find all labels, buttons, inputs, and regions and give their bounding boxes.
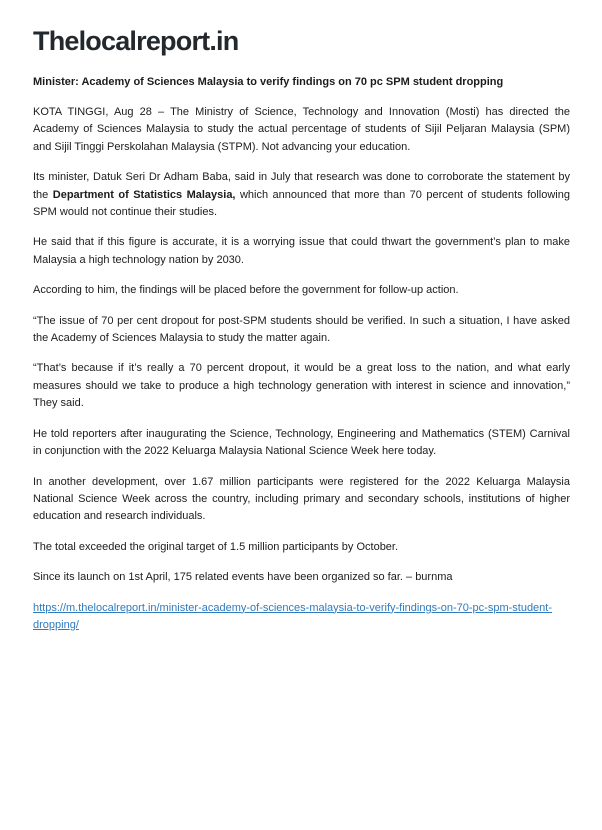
paragraph-text: Its minister, Datuk Seri Dr Adham Baba, said in July that research was done to corroborate the statement by the [33, 171, 570, 201]
article-paragraph: He told reporters after inaugurating the Science, Technology, Engineering and Mathematics (STEM) Carnival in conjunction with the 2022 Keluarga Malaysia National Science Week here today. [33, 427, 570, 458]
article-paragraph: “That’s because if it’s really a 70 percent dropout, it would be a great loss to the nation, and what early measures should we take to produce a high technology generation with interest in science and innovation,” They said. [33, 362, 570, 410]
article-paragraph: He said that if this figure is accurate, it is a worrying issue that could thwart the government’s plan to make Malaysia a high technology nation by 2030. [33, 236, 570, 266]
article [33, 74, 570, 634]
site-logo: Thelocalreport.in [33, 26, 239, 56]
article-headline: Minister: Academy of Sciences Malaysia to verify findings on 70 pc SPM student dropping [33, 76, 504, 88]
article-paragraph-minister [33, 169, 570, 221]
article-paragraph: “The issue of 70 per cent dropout for post-SPM students should be verified. In such a situation, I have asked the Academy of Sciences Malaysia to study the matter again. [33, 314, 570, 345]
paragraph-text: which announced that more than 70 percent of students following SPM would not continue their studies. [33, 188, 570, 219]
source-link[interactable]: https://m.thelocalreport.in/minister-academy-of-sciences-malaysia-to-verify-findings-on-70-pc-spm-student-dropping/ [33, 601, 553, 631]
bold-department-name: Department of Statistics Malaysia, [52, 188, 236, 201]
source-link-container [33, 600, 570, 635]
article-paragraph-signoff: Since its launch on 1st April, 175 related events have been organized so far. – burnma [33, 571, 453, 584]
article-paragraph: In another development, over 1.67 million participants were registered for the 2022 Keluarga Malaysia National Science Week across the country, including primary and secondary schools, institutions of higher education and research individuals. [33, 475, 570, 523]
article-paragraph-dateline: KOTA TINGGI, Aug 28 – The Ministry of Science, Technology and Innovation (Mosti) has directed the Academy of Sciences Malaysia to study the actual percentage of students of Sijil Peljaran Malaysia (SPM) and Sijil Tinggi Perskolahan Malaysia (STPM). Not advancing your education. [33, 106, 570, 153]
article-paragraph: The total exceeded the original target of 1.5 million participants by October. [33, 540, 399, 553]
article-paragraph: According to him, the findings will be placed before the government for follow-up action. [33, 284, 459, 297]
